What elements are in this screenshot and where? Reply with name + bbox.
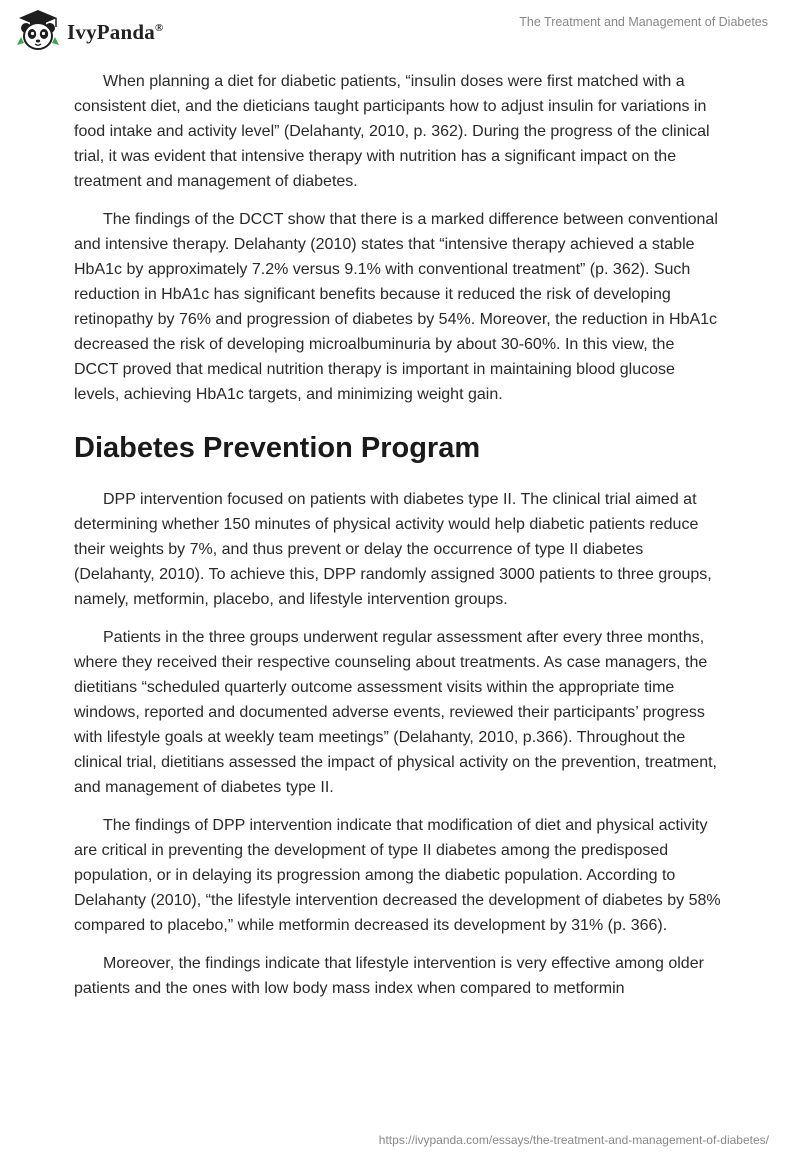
logo-text: IvyPanda®: [67, 19, 164, 44]
site-logo[interactable]: [15, 9, 185, 55]
paragraph: When planning a diet for diabetic patients, “insulin doses were first matched with a consistent diet, and the dieticians taught participants how to adjust insulin for variations in food intake and activity level” (Delahanty, 2010, p. 362). During the progress of the clinical trial, it was evident that intensive therapy with nutrition has a significant impact on the treatment and management of diabetes.: [74, 73, 710, 190]
panda-graduate-icon: [15, 7, 61, 58]
paragraph: DPP intervention focused on patients with diabetes type II. The clinical trial aimed at determining whether 150 minutes of physical activity would help diabetic patients reduce their weights by 7%, and thus prevent or delay the occurrence of type II diabetes (Delahanty, 2010). To achieve this, DPP randomly assigned 3000 patients to three groups, namely, metformin, placebo, and lifestyle intervention groups.: [74, 491, 712, 608]
paragraph: The findings of the DCCT show that there is a marked difference between conventional and intensive therapy. Delahanty (2010) states that “intensive therapy achieved a stable HbA1c by approximately 7.2% versus 9.1% with conventional treatment” (p. 362). Such reduction in HbA1c has significant benefits because it reduced the risk of developing retinopathy by 76% and progression of diabetes by 54%. Moreover, the reduction in HbA1c decreased the risk of developing microalbuminuria by about 30-60%. In this view, the DCCT proved that medical nutrition therapy is important in maintaining blood glucose levels, achieving HbA1c targets, and minimizing weight gain.: [74, 211, 718, 403]
paragraph: The findings of DPP intervention indicate that modification of diet and physical activity are critical in preventing the development of type II diabetes among the predisposed population, or in delaying its progression among the diabetic population. According to Delahanty (2010), “the lifestyle intervention decreased the development of diabetes by 58% compared to placebo,” while metformin decreased its development by 31% (p. 366).: [74, 817, 721, 934]
paragraph: Moreover, the findings indicate that lifestyle intervention is very effective among older patients and the ones with low body mass index when compared to metformin: [74, 955, 704, 997]
section-heading: Diabetes Prevention Program: [74, 432, 481, 464]
essay-body: [74, 69, 722, 1014]
source-url[interactable]: https://ivypanda.com/essays/the-treatment-and-management-of-diabetes/: [378, 1133, 769, 1147]
page-header: [0, 0, 800, 66]
document-title: The Treatment and Management of Diabetes: [519, 15, 768, 29]
paragraph: Patients in the three groups underwent regular assessment after every three months, where they received their respective counseling about treatments. As case managers, the dietitians “scheduled quarterly outcome assessment visits within the appropriate time windows, reported and documented adverse events, reviewed their participants’ progress with lifestyle goals at weekly team meetings” (Delahanty, 2010, p.366). Throughout the clinical trial, dietitians assessed the impact of physical activity on the prevention, treatment, and management of diabetes type II.: [74, 629, 717, 796]
